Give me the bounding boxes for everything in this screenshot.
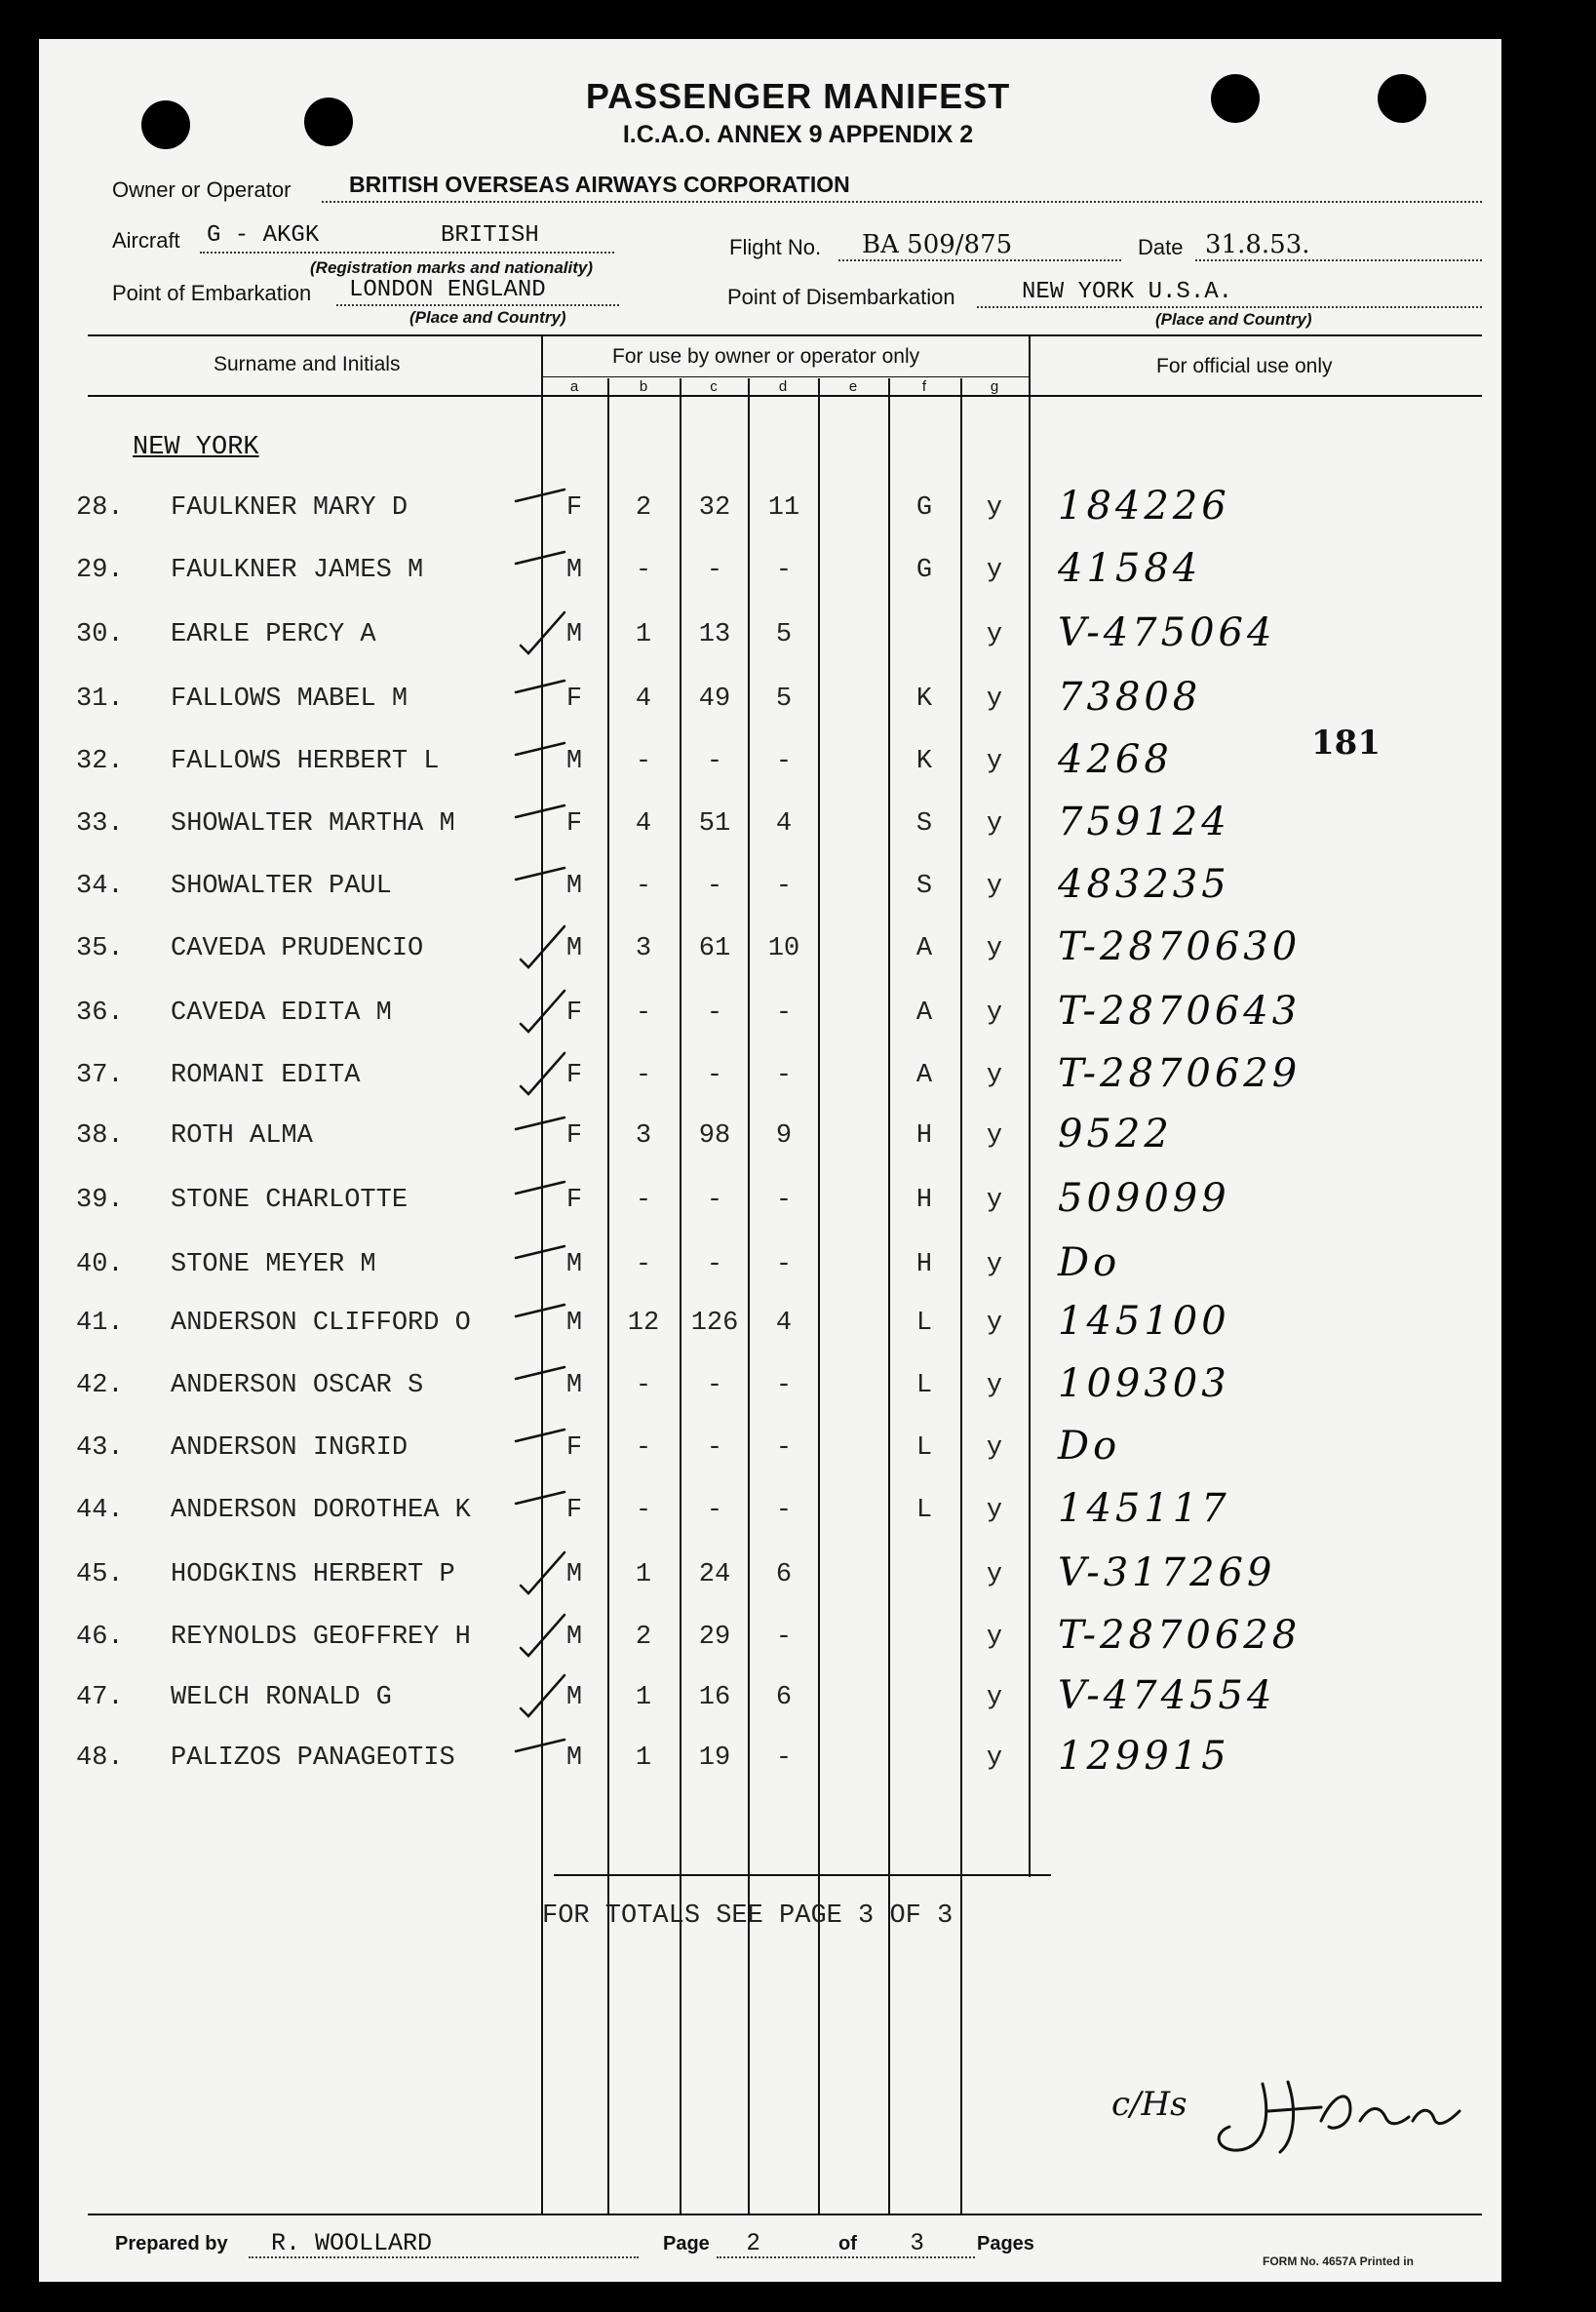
official-entry: 145117 <box>1058 1486 1230 1531</box>
check-mark <box>511 1049 569 1098</box>
flight-value: BA 509/875 <box>862 230 1013 259</box>
col-d-cell: 11 <box>767 493 800 523</box>
aircraft-label: Aircraft <box>112 228 180 253</box>
passenger-row <box>0 1176 1596 1225</box>
col-f-cell: H <box>915 1186 933 1215</box>
col-c-cell: - <box>706 872 723 901</box>
official-entry: 9522 <box>1058 1112 1173 1156</box>
check-mark <box>511 1611 569 1660</box>
col-d-cell: - <box>775 1371 793 1400</box>
embark-value: LONDON ENGLAND <box>349 277 546 303</box>
passenger-name: ANDERSON DOROTHEA K <box>171 1496 471 1525</box>
check-mark <box>511 1297 569 1346</box>
sub-col-c: c <box>710 378 718 395</box>
sex-cell: M <box>565 1250 583 1279</box>
col-d-cell: - <box>775 1623 793 1652</box>
pages-label: Pages <box>977 2233 1034 2254</box>
aircraft-value: G - AKGK <box>207 222 320 249</box>
check-mark <box>511 1548 569 1597</box>
official-entry: T-2870628 <box>1058 1613 1302 1658</box>
col-b-cell: - <box>635 747 652 776</box>
sex-cell: M <box>565 1371 583 1400</box>
passenger-row <box>0 675 1596 724</box>
row-number: 39. <box>76 1186 124 1215</box>
section-heading: NEW YORK <box>133 433 259 462</box>
sub-col-g: g <box>990 378 999 395</box>
col-d-cell: - <box>775 747 793 776</box>
check-mark <box>511 1732 569 1781</box>
col-c-cell: - <box>706 1186 723 1215</box>
col-f-cell: L <box>915 1433 933 1463</box>
passenger-row <box>0 989 1596 1038</box>
check-mark <box>511 1422 569 1470</box>
document-subtitle: I.C.A.O. ANNEX 9 APPENDIX 2 <box>622 121 974 148</box>
check-mark <box>511 544 569 593</box>
row-number: 33. <box>76 809 124 839</box>
check-mark <box>511 735 569 784</box>
passenger-name: PALIZOS PANAGEOTIS <box>171 1744 455 1773</box>
passenger-name: FALLOWS MABEL M <box>171 685 409 714</box>
passenger-name: STONE CHARLOTTE <box>171 1186 409 1215</box>
passenger-row <box>0 546 1596 595</box>
officer-signature <box>1204 2062 1467 2170</box>
col-d-cell: - <box>775 1433 793 1463</box>
col-c-cell: - <box>706 1250 723 1279</box>
passenger-name: FAULKNER MARY D <box>171 493 409 523</box>
nationality-value: BRITISH <box>441 222 539 249</box>
official-entry: 109303 <box>1058 1361 1230 1406</box>
col-b-cell: - <box>635 1496 652 1525</box>
col-b-cell: - <box>635 1250 652 1279</box>
check-mark <box>511 1238 569 1287</box>
passenger-name: SHOWALTER MARTHA M <box>171 809 455 839</box>
official-entry: 759124 <box>1058 800 1230 844</box>
passenger-row <box>0 1550 1596 1599</box>
col-g-cell: y <box>986 747 1003 776</box>
passenger-row <box>0 1361 1596 1410</box>
sex-cell: F <box>565 685 583 714</box>
col-d-cell: 9 <box>775 1121 793 1151</box>
col-b-cell: 2 <box>635 1623 652 1652</box>
row-number: 36. <box>76 999 124 1028</box>
col-d-cell: 6 <box>775 1683 793 1712</box>
col-c-cell: 32 <box>698 493 731 523</box>
official-entry: 509099 <box>1058 1176 1230 1221</box>
col-f-cell: L <box>915 1309 933 1338</box>
col-g-cell: y <box>986 872 1003 901</box>
embark-dotline <box>336 304 619 306</box>
check-mark <box>511 1110 569 1158</box>
form-number: FORM No. 4657A Printed in <box>1263 2254 1414 2268</box>
passenger-name: EARLE PERCY A <box>171 620 376 649</box>
col-g-cell: y <box>986 934 1003 963</box>
col-f-cell: K <box>915 747 933 776</box>
col-f-cell: H <box>915 1121 933 1151</box>
embark-label: Point of Embarkation <box>112 281 312 305</box>
flight-label: Flight No. <box>729 235 822 259</box>
col-b-cell: 3 <box>635 1121 652 1151</box>
col-d-cell: - <box>775 1061 793 1090</box>
col-b-cell: - <box>635 556 652 585</box>
col-b-cell: 1 <box>635 1560 652 1589</box>
col-f-cell: K <box>915 685 933 714</box>
col-c-cell: 126 <box>690 1309 739 1338</box>
col-g-cell: y <box>986 1309 1003 1338</box>
col-g-cell: y <box>986 1121 1003 1151</box>
col-g-cell: y <box>986 1433 1003 1463</box>
passenger-name: CAVEDA EDITA M <box>171 999 392 1028</box>
sex-cell: F <box>565 1061 583 1090</box>
col-g-cell: y <box>986 1371 1003 1400</box>
row-number: 29. <box>76 556 124 585</box>
official-entry: 41584 <box>1058 546 1202 591</box>
col-c-cell: 49 <box>698 685 731 714</box>
col-d-cell: - <box>775 999 793 1028</box>
col-f-cell: L <box>915 1496 933 1525</box>
row-number: 43. <box>76 1433 124 1463</box>
row-number: 47. <box>76 1683 124 1712</box>
col-g-cell: y <box>986 1560 1003 1589</box>
sex-cell: M <box>565 1560 583 1589</box>
sub-col-f: f <box>921 378 927 395</box>
row-number: 31. <box>76 685 124 714</box>
col-g-cell: y <box>986 556 1003 585</box>
signature-prefix: c/Hs <box>1111 2085 1187 2124</box>
official-entry: 483235 <box>1058 862 1230 907</box>
disembark-label: Point of Disembarkation <box>727 285 955 309</box>
passenger-name: STONE MEYER M <box>171 1250 376 1279</box>
col-d-cell: 5 <box>775 620 793 649</box>
check-mark <box>511 1671 569 1720</box>
official-entry: T-2870630 <box>1058 924 1302 969</box>
official-entry: V-474554 <box>1058 1673 1276 1718</box>
official-entry: 184226 <box>1058 484 1230 529</box>
sub-col-d: d <box>778 378 788 395</box>
col-d-cell: 4 <box>775 1309 793 1338</box>
passenger-row <box>0 1299 1596 1348</box>
col-d-cell: - <box>775 872 793 901</box>
official-entry: V-475064 <box>1058 610 1276 655</box>
row-number: 45. <box>76 1560 124 1589</box>
owner-label: Owner or Operator <box>112 177 292 202</box>
col-d-cell: - <box>775 1744 793 1773</box>
passenger-name: FALLOWS HERBERT L <box>171 747 440 776</box>
passenger-name: SHOWALTER PAUL <box>171 872 392 901</box>
check-mark <box>511 482 569 530</box>
col-b-cell: - <box>635 999 652 1028</box>
row-number: 34. <box>76 872 124 901</box>
passenger-name: ROMANI EDITA <box>171 1061 361 1090</box>
passenger-name: ANDERSON INGRID <box>171 1433 409 1463</box>
col-g-cell: y <box>986 1744 1003 1773</box>
col-c-cell: - <box>706 1433 723 1463</box>
col-f-cell: A <box>915 934 933 963</box>
date-dotline <box>1195 259 1482 261</box>
operator-sub-rule <box>541 376 1031 377</box>
col-f-cell: H <box>915 1250 933 1279</box>
passenger-row <box>0 1734 1596 1783</box>
passenger-name: ROTH ALMA <box>171 1121 313 1151</box>
col-g-cell: y <box>986 620 1003 649</box>
sex-cell: M <box>565 1309 583 1338</box>
col-f-cell: S <box>915 809 933 839</box>
row-number: 37. <box>76 1061 124 1090</box>
check-mark <box>511 922 569 971</box>
col-c-cell: 29 <box>698 1623 731 1652</box>
col-d-cell: 10 <box>767 934 800 963</box>
official-entry: T-2870629 <box>1058 1051 1302 1096</box>
registration-note: (Registration marks and nationality) <box>310 258 593 277</box>
row-number: 42. <box>76 1371 124 1400</box>
table-header-rule <box>88 395 1482 397</box>
col-d-cell: - <box>775 1186 793 1215</box>
passenger-name: REYNOLDS GEOFFREY H <box>171 1623 471 1652</box>
col-f-cell: L <box>915 1371 933 1400</box>
surname-header: Surname and Initials <box>214 353 401 375</box>
check-mark <box>511 673 569 722</box>
official-entry: 145100 <box>1058 1299 1230 1344</box>
row-number: 38. <box>76 1121 124 1151</box>
sex-cell: M <box>565 1744 583 1773</box>
col-f-cell: A <box>915 1061 933 1090</box>
sub-col-a: a <box>569 378 579 395</box>
col-d-cell: 5 <box>775 685 793 714</box>
passenger-row <box>0 1240 1596 1289</box>
totals-note: FOR TOTALS SEE PAGE 3 OF 3 <box>542 1901 954 1931</box>
passenger-name: CAVEDA PRUDENCIO <box>171 934 424 963</box>
check-mark <box>511 1484 569 1533</box>
sub-col-e: e <box>848 378 858 395</box>
passenger-row <box>0 1424 1596 1472</box>
col-b-cell: - <box>635 872 652 901</box>
col-c-cell: - <box>706 1496 723 1525</box>
col-c-cell: 13 <box>698 620 731 649</box>
row-number: 44. <box>76 1496 124 1525</box>
disembark-value: NEW YORK U.S.A. <box>1022 279 1233 305</box>
passenger-row <box>0 800 1596 848</box>
passenger-row <box>0 1486 1596 1535</box>
check-mark <box>511 1174 569 1223</box>
col-c-cell: 24 <box>698 1560 731 1589</box>
col-b-cell: - <box>635 1371 652 1400</box>
sex-cell: F <box>565 1433 583 1463</box>
passenger-row <box>0 610 1596 659</box>
official-entry: Do <box>1058 1424 1121 1469</box>
col-b-cell: 3 <box>635 934 652 963</box>
row-number: 35. <box>76 934 124 963</box>
sex-cell: M <box>565 747 583 776</box>
check-mark <box>511 987 569 1036</box>
passenger-name: FAULKNER JAMES M <box>171 556 424 585</box>
official-entry: Do <box>1058 1240 1121 1285</box>
row-number: 28. <box>76 493 124 523</box>
official-entry: 4268 <box>1058 737 1173 782</box>
col-c-cell: - <box>706 1061 723 1090</box>
col-d-cell: - <box>775 556 793 585</box>
passenger-row <box>0 1673 1596 1722</box>
row-number: 46. <box>76 1623 124 1652</box>
sex-cell: M <box>565 620 583 649</box>
col-b-cell: - <box>635 1186 652 1215</box>
passenger-row <box>0 862 1596 911</box>
col-g-cell: y <box>986 1061 1003 1090</box>
col-c-cell: 98 <box>698 1121 731 1151</box>
check-mark <box>511 1359 569 1408</box>
passenger-name: HODGKINS HERBERT P <box>171 1560 455 1589</box>
operator-header: For use by owner or operator only <box>612 345 920 368</box>
of-label: of <box>838 2233 857 2254</box>
col-f-cell: G <box>915 493 933 523</box>
annotation-mark: 181 <box>1311 724 1381 763</box>
col-c-cell: 19 <box>698 1744 731 1773</box>
col-g-cell: y <box>986 1683 1003 1712</box>
check-mark <box>511 798 569 846</box>
official-entry: T-2870643 <box>1058 989 1302 1034</box>
sex-cell: F <box>565 1186 583 1215</box>
col-b-cell: 1 <box>635 1744 652 1773</box>
col-b-cell: 1 <box>635 1683 652 1712</box>
col-c-cell: 16 <box>698 1683 731 1712</box>
col-g-cell: y <box>986 1186 1003 1215</box>
table-top-rule <box>88 334 1482 336</box>
official-entry: 129915 <box>1058 1734 1230 1779</box>
date-value: 31.8.53. <box>1205 230 1310 259</box>
col-g-cell: y <box>986 685 1003 714</box>
row-number: 30. <box>76 620 124 649</box>
col-b-cell: 1 <box>635 620 652 649</box>
col-b-cell: - <box>635 1061 652 1090</box>
passenger-name: ANDERSON CLIFFORD O <box>171 1309 471 1338</box>
col-b-cell: 4 <box>635 685 652 714</box>
col-c-cell: 51 <box>698 809 731 839</box>
sub-col-b: b <box>639 378 648 395</box>
prepared-label: Prepared by <box>115 2233 228 2254</box>
page-dotline <box>717 2256 975 2258</box>
sex-cell: F <box>565 809 583 839</box>
passenger-row <box>0 484 1596 532</box>
passenger-name: ANDERSON OSCAR S <box>171 1371 424 1400</box>
sex-cell: F <box>565 493 583 523</box>
col-g-cell: y <box>986 1250 1003 1279</box>
col-f-cell: G <box>915 556 933 585</box>
place-note-right: (Place and Country) <box>1155 310 1312 329</box>
totals-rule <box>554 1874 1051 1876</box>
sex-cell: M <box>565 1683 583 1712</box>
col-d-cell: - <box>775 1496 793 1525</box>
col-d-cell: 4 <box>775 809 793 839</box>
passenger-row <box>0 924 1596 973</box>
sex-cell: M <box>565 934 583 963</box>
date-label: Date <box>1138 235 1184 259</box>
of-value: 3 <box>911 2229 924 2255</box>
official-entry: V-317269 <box>1058 1550 1276 1595</box>
official-header: For official use only <box>1156 355 1333 377</box>
col-c-cell: - <box>706 999 723 1028</box>
disembark-dotline <box>977 306 1482 308</box>
col-c-cell: - <box>706 1371 723 1400</box>
sex-cell: F <box>565 999 583 1028</box>
page-value: 2 <box>747 2229 760 2255</box>
official-entry: 73808 <box>1058 675 1202 720</box>
col-f-cell: S <box>915 872 933 901</box>
row-number: 32. <box>76 747 124 776</box>
sex-cell: F <box>565 1121 583 1151</box>
row-number: 40. <box>76 1250 124 1279</box>
col-b-cell: - <box>635 1433 652 1463</box>
col-g-cell: y <box>986 1623 1003 1652</box>
check-mark <box>511 608 569 657</box>
col-g-cell: y <box>986 1496 1003 1525</box>
flight-dotline <box>838 259 1121 261</box>
sex-cell: M <box>565 1623 583 1652</box>
col-b-cell: 2 <box>635 493 652 523</box>
col-c-cell: - <box>706 556 723 585</box>
col-f-cell: A <box>915 999 933 1028</box>
place-note-left: (Place and Country) <box>409 308 566 327</box>
col-c-cell: - <box>706 747 723 776</box>
col-g-cell: y <box>986 809 1003 839</box>
prepared-dotline <box>249 2256 639 2258</box>
page-label: Page <box>663 2233 710 2254</box>
sex-cell: F <box>565 1496 583 1525</box>
col-g-cell: y <box>986 999 1003 1028</box>
passenger-row <box>0 1051 1596 1100</box>
col-b-cell: 12 <box>627 1309 660 1338</box>
row-number: 48. <box>76 1744 124 1773</box>
footer-rule <box>88 2214 1482 2215</box>
passenger-name: WELCH RONALD G <box>171 1683 392 1712</box>
document-title: PASSENGER MANIFEST <box>585 76 1011 116</box>
prepared-value: R. WOOLLARD <box>271 2229 433 2257</box>
sex-cell: M <box>565 872 583 901</box>
aircraft-dotline <box>200 252 614 254</box>
passenger-row <box>0 1613 1596 1662</box>
owner-dotline <box>322 201 1482 203</box>
check-mark <box>511 860 569 909</box>
col-b-cell: 4 <box>635 809 652 839</box>
col-g-cell: y <box>986 493 1003 523</box>
col-d-cell: - <box>775 1250 793 1279</box>
owner-value: BRITISH OVERSEAS AIRWAYS CORPORATION <box>349 172 850 197</box>
passenger-row <box>0 1112 1596 1160</box>
col-c-cell: 61 <box>698 934 731 963</box>
sex-cell: M <box>565 556 583 585</box>
row-number: 41. <box>76 1309 124 1338</box>
col-d-cell: 6 <box>775 1560 793 1589</box>
